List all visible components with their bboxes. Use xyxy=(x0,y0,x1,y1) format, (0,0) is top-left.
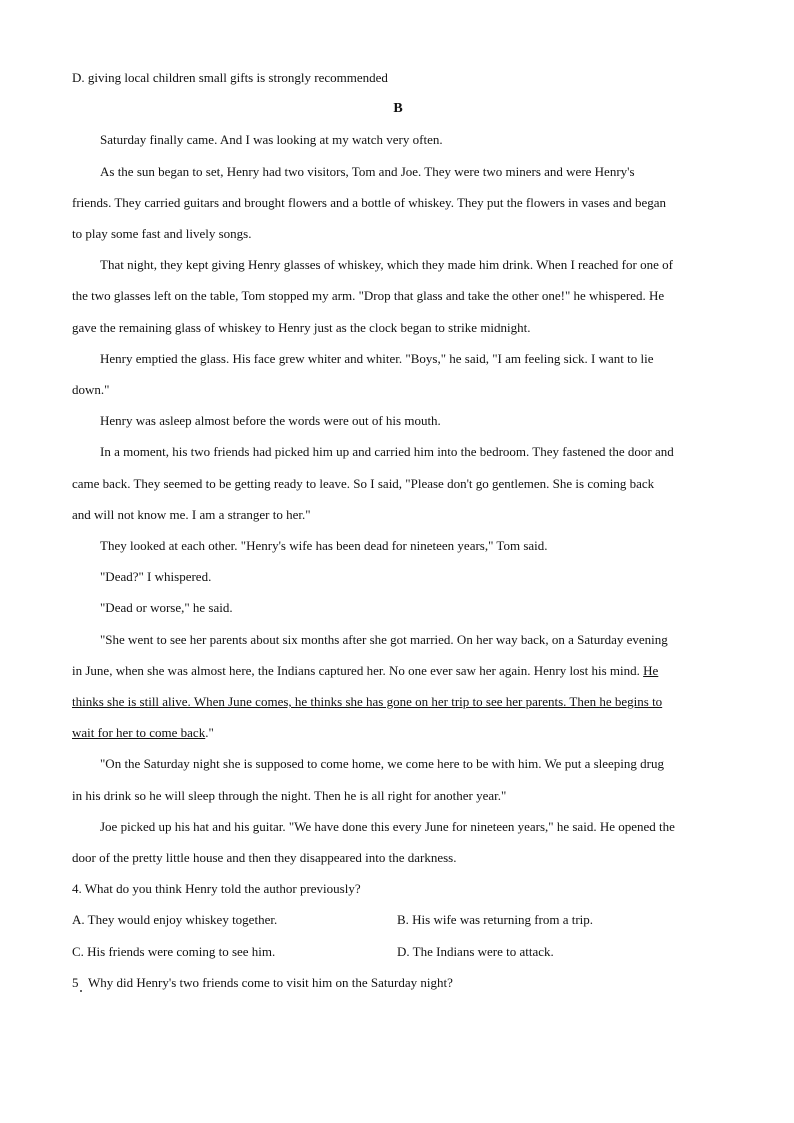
paragraph-11-line-2: in his drink so he will sleep through the night. Then he is all right for another year." xyxy=(72,787,507,803)
paragraph-5: Henry was asleep almost before the words were out of his mouth. xyxy=(100,413,441,429)
paragraph-9: "Dead or worse," he said. xyxy=(100,600,233,616)
paragraph-2-line-3: to play some fast and lively songs. xyxy=(72,226,252,242)
paragraph-12-line-2: door of the pretty little house and then they disappeared into the darkness. xyxy=(72,850,457,866)
paragraph-10-line-2-text: in June, when she was almost here, the Indians captured her. No one ever saw her again. Henry lost his mind. xyxy=(72,662,644,678)
paragraph-8: "Dead?" I whispered. xyxy=(100,569,212,585)
paragraph-6-line-2: came back. They seemed to be getting ready to leave. So I said, "Please don't go gentlemen. She is coming back xyxy=(72,475,655,491)
question-4-option-d: D. The Indians were to attack. xyxy=(397,943,554,959)
question-4-options xyxy=(72,904,724,966)
underlined-text-middle: thinks she is still alive. When June comes, he thinks she has gone on her trip to see her parents. Then he begins to xyxy=(72,694,663,710)
question-4-stem: 4. What do you think Henry told the author previously? xyxy=(72,881,361,897)
paragraph-4-line-1: Henry emptied the glass. His face grew whiter and whiter. "Boys," he said, "I am feeling sick. I want to lie xyxy=(100,350,654,366)
paragraph-10-line-4-text: ." xyxy=(205,725,214,741)
paragraph-2-line-2: friends. They carried guitars and brought flowers and a bottle of whiskey. They put the flowers in vases and began xyxy=(72,194,666,210)
paragraph-12-line-1: Joe picked up his hat and his guitar. "We have done this every June for nineteen years," he said. He opened the xyxy=(100,818,675,834)
paragraph-10-line-4 xyxy=(72,717,724,748)
paragraph-3-line-2: the two glasses left on the table, Tom stopped my arm. "Drop that glass and take the other one!" he whispered. He xyxy=(72,288,665,304)
paragraph-3-line-3: gave the remaining glass of whiskey to Henry just as the clock began to strike midnight. xyxy=(72,319,531,335)
underlined-text-end: wait for her to come back xyxy=(72,725,206,741)
paragraph-1: Saturday finally came. And I was looking at my watch very often. xyxy=(100,132,443,148)
paragraph-10-line-1: "She went to see her parents about six months after she got married. On her way back, on a Saturday evening xyxy=(100,631,668,647)
question-4-option-b: B. His wife was returning from a trip. xyxy=(397,912,594,928)
paragraph-11-line-1: "On the Saturday night she is supposed to come home, we come here to be with him. We put a sleeping drug xyxy=(100,756,664,772)
question-5-stem: 5 Why did Henry's two friends come to visit him on the Saturday night? xyxy=(72,974,453,990)
paragraph-6-line-3: and will not know me. I am a stranger to her." xyxy=(72,506,311,522)
paragraph-7: They looked at each other. "Henry's wife has been dead for nineteen years," Tom said. xyxy=(100,538,548,554)
question-4-option-c: C. His friends were coming to see him. xyxy=(72,943,276,959)
paragraph-10-line-2 xyxy=(72,655,724,686)
paragraph-3-line-1: That night, they kept giving Henry glasses of whiskey, which they made him drink. When I reached for one of xyxy=(100,257,673,273)
stray-dot-mark xyxy=(80,990,82,992)
paragraph-6-line-1: In a moment, his two friends had picked him up and carried him into the bedroom. They fastened the door and xyxy=(100,444,674,460)
paragraph-2-line-1: As the sun began to set, Henry had two visitors, Tom and Joe. They were two miners and were Henry's xyxy=(100,163,635,179)
question-4-option-a: A. They would enjoy whiskey together. xyxy=(72,912,278,928)
paragraph-4-line-2: down." xyxy=(72,382,110,398)
previous-option-d: D. giving local children small gifts is strongly recommended xyxy=(72,70,388,85)
section-title: B xyxy=(393,101,403,117)
underlined-text-start: He xyxy=(643,662,659,678)
document-page xyxy=(72,62,724,998)
